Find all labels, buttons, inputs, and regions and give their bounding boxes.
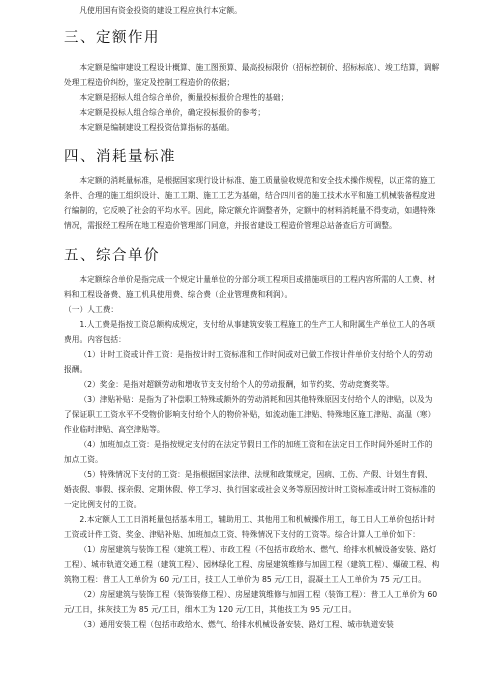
paragraph: （4）加班加点工资：是指按规定支付的在法定节假日工作的加班工资和在法定日工作时间外延时工作的加点工资。 <box>64 440 433 464</box>
paragraph: 本定额是招标人组合综合单价，衡量投标报价合理性的基础； <box>79 93 289 102</box>
section-heading-5: 五、综合单价 <box>64 248 160 264</box>
paragraph: 本定额是编审建设工程设计概算、施工图预算、最高投标限价（招标控制价、招标标底）、竣工结算，调解处理工程造价纠纷，鉴定及控制工程造价的依据； <box>64 63 440 87</box>
paragraph: （1）房屋建筑与装饰工程（建筑工程）、市政工程（不包括市政给水、燃气、给排水机械设备安装、路灯工程）、城市轨道交通工程（建筑工程）、园林绿化工程、房屋建筑维修与加固工程（建筑工程）、爆破工程、构筑物工程：普工人工单价为 60 元/工日，技工人工单价为 85 元/工日，混凝土工人工单价为 75 元/工日。 <box>64 545 440 584</box>
paragraph: 1.人工费是指按工资总额构成规定，支付给从事建筑安装工程施工的生产工人和附属生产单位工人的各项费用。内容包括： <box>64 320 436 344</box>
paragraph: 本定额的消耗量标准，是根据国家现行设计标准、施工质量验收规范和安全技术操作规程，以正常的施工条件、合理的施工组织设计、施工工期、施工工艺为基础，结合四川省的施工技术水平和施工机械装备程度进行编制的，它反映了社会的平均水平。因此，除定额允许调整者外，定额中的材料消耗量不得变动，如遇特殊情况，需报经工程所在地工程造价管理部门同意，并报省建设工程造价管理总站备查后方可调整。 <box>64 176 436 230</box>
paragraph: （1）计时工资或计件工资：是指按计时工资标准和工作时间或对已做工作按计件单价支付给个人的劳动报酬。 <box>64 350 433 374</box>
section-4-body <box>64 173 440 233</box>
section-5-body <box>64 272 440 632</box>
paragraph: 2.本定额人工工日消耗量包括基本用工，辅助用工、其他用工和机械操作用工，每工日人工单价包括计时工资或计件工资、奖金、津贴补贴、加班加点工资、特殊情况下支付的工资等。综合计算人工单价如下： <box>64 515 436 539</box>
paragraph: （3）津贴补贴：是指为了补偿职工特殊或额外的劳动消耗和因其他特殊原因支付给个人的津贴，以及为了保证职工工资水平不受物价影响支付给个人的物价补贴，如流动施工津贴、特殊地区施工津贴、高温（寒）作业临时津贴、高空津贴等。 <box>64 395 436 434</box>
section-3-body <box>64 60 440 135</box>
subsection-title: （一）人工费： <box>64 305 119 314</box>
paragraph: 本定额是编制建设工程投资估算指标的基础。 <box>79 123 235 132</box>
paragraph: 本定额综合单价是指完成一个规定计量单位的分部分项工程项目或措施项目的工程内容所需的人工费、材料和工程设备费、施工机具使用费、综合费（企业管理费和利润）。 <box>64 275 436 299</box>
intro-line: 凡使用国有资金投资的建设工程应执行本定额。 <box>79 6 242 15</box>
paragraph: （2）奖金：是指对超额劳动和增收节支支付给个人的劳动报酬，如节约奖、劳动竞赛奖等。 <box>79 380 394 389</box>
section-heading-4: 四、消耗量标准 <box>64 149 176 165</box>
paragraph: （2）房屋建筑与装饰工程（装饰装修工程）、房屋建筑维修与加固工程（装饰工程）：普工人工单价为 60 元/工日，抹灰技工为 85 元/工日，细木工为 120 元/工日，其他技工为 95 元/工日。 <box>64 590 438 614</box>
paragraph: 本定额是投标人组合综合单价，确定投标报价的参考； <box>79 108 266 117</box>
section-heading-3: 三、定额作用 <box>64 30 160 46</box>
paragraph: （3）通用安装工程（包括市政给水、燃气、给排水机械设备安装、路灯工程、城市轨道安装 <box>79 620 394 629</box>
paragraph: （5）特殊情况下支付的工资：是指根据国家法律、法规和政策规定，因病、工伤、产假、计划生育假、婚丧假、事假、探亲假、定期休假、停工学习、执行国家或社会义务等原因按计时工资标准或计时工资标准的一定比例支付的工资。 <box>64 470 436 509</box>
